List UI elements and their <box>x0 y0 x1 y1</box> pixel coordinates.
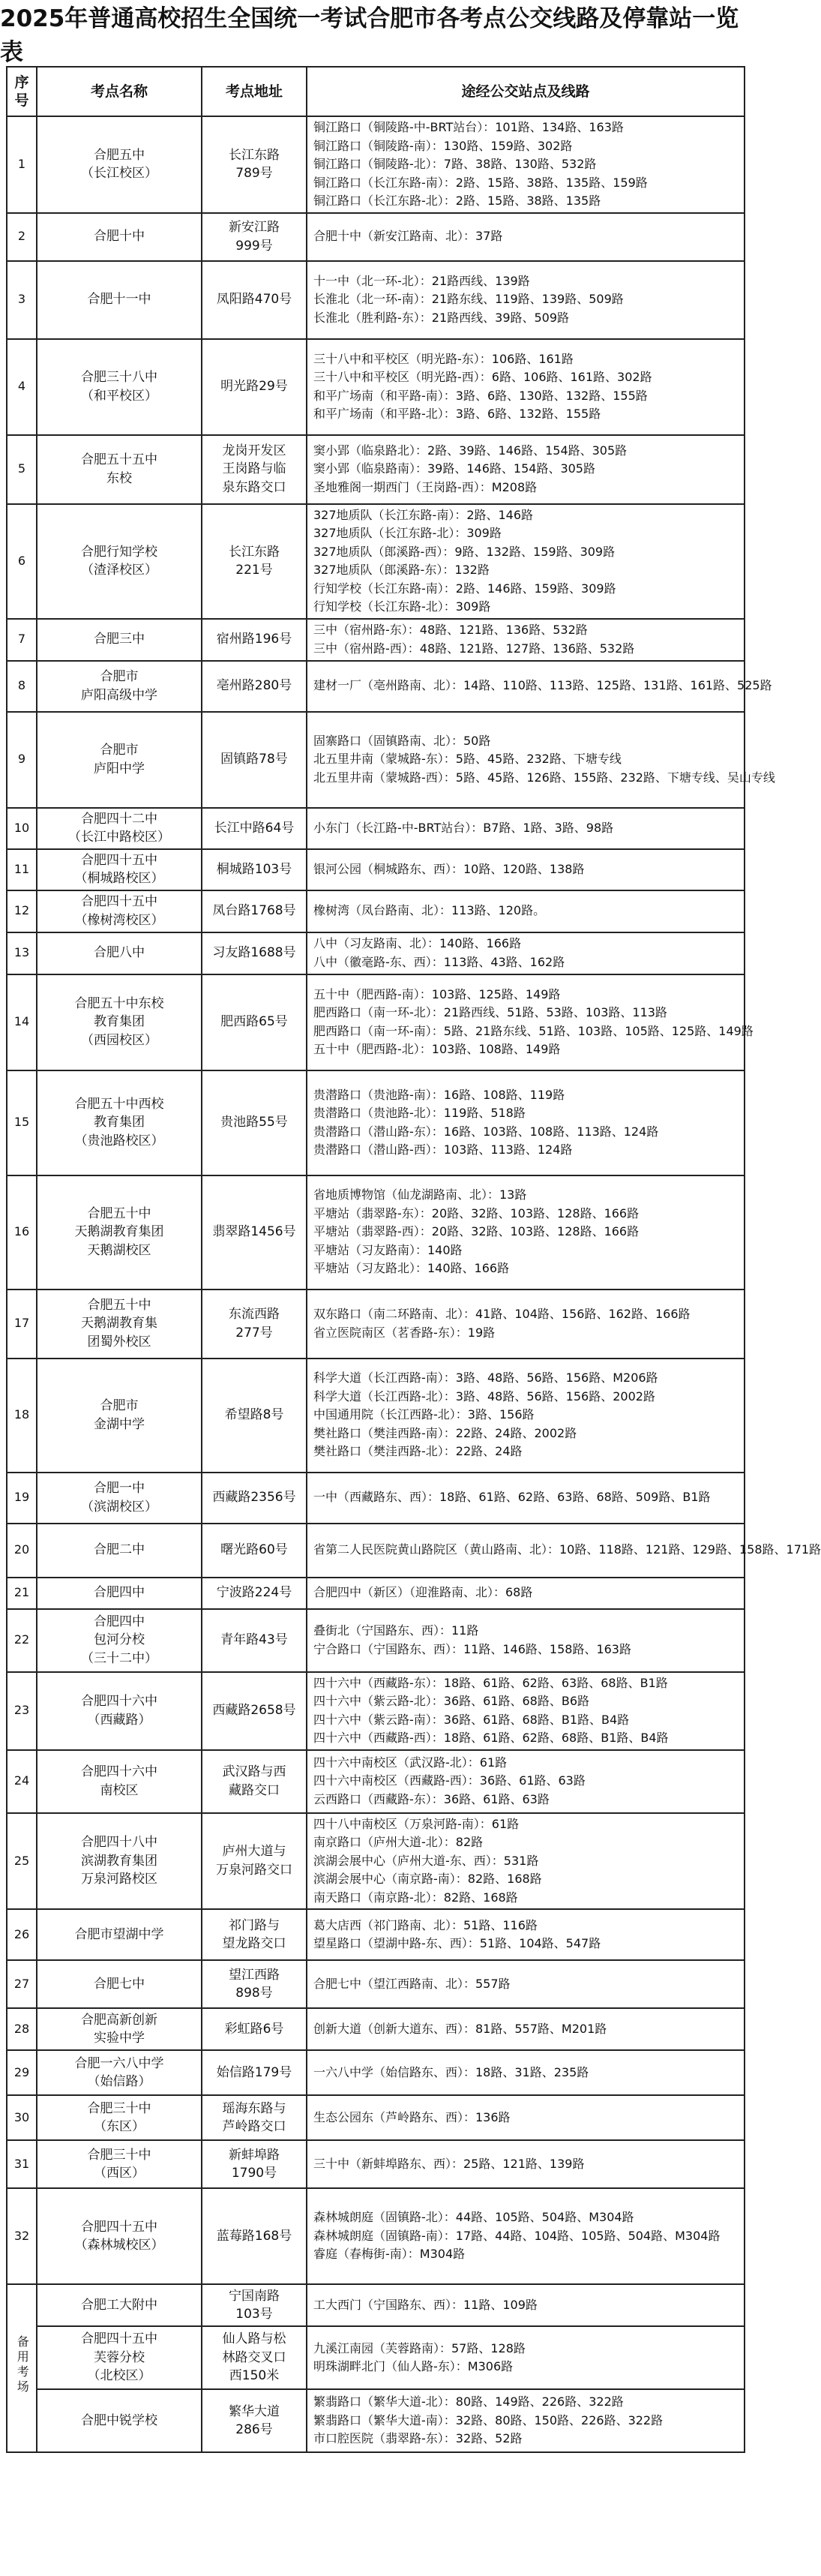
bus-routes <box>307 2389 745 2452</box>
row-number: 16 <box>7 1175 37 1290</box>
route-line: 银河公园（桐城路东、西）：10路、120路、138路 <box>313 861 585 876</box>
table-row <box>7 1813 745 1910</box>
bus-routes <box>307 1175 745 1290</box>
route-line: 北五里井南（蒙城路-东）：5路、45路、232路、下塘专线 <box>313 752 622 767</box>
route-line: 合肥四中（新区）（迎淮路南、北）：68路 <box>313 1585 533 1600</box>
bus-route-table <box>6 66 821 2453</box>
bus-routes <box>307 339 745 435</box>
venue-address: 庐州大道与 万泉河路交口 <box>202 1813 307 1910</box>
bus-routes <box>307 261 745 339</box>
table-row <box>7 1524 745 1578</box>
bus-routes <box>307 435 745 504</box>
venue-address: 东流西路 277号 <box>202 1290 307 1359</box>
venue-address: 新安江路 999号 <box>202 213 307 261</box>
route-line: 贵潜路口（贵池路-北）：119路、518路 <box>313 1106 526 1120</box>
route-line: 小东门（长江路-中-BRT站台）：B7路、1路、3路、98路 <box>313 820 614 835</box>
table-row <box>7 1750 745 1813</box>
venue-name: 合肥十一中 <box>37 261 202 339</box>
table-row <box>7 1960 745 2008</box>
row-number: 29 <box>7 2050 37 2095</box>
route-line: 八中（徽毫路-东、西）：113路、43路、162路 <box>313 954 565 969</box>
route-line: 四十八中南校区（万泉河路-南）：61路 <box>313 1816 520 1831</box>
venue-address: 仙人路与松 林路交叉口 西150米 <box>202 2326 307 2389</box>
row-number: 14 <box>7 974 37 1070</box>
route-line: 铜江路口（铜陵路-北）：7路、38路、130路、532路 <box>313 157 597 171</box>
route-line: 肥西路口（南一环-北）：21路西线、51路、53路、103路、113路 <box>313 1005 667 1019</box>
route-line: 睿庭（春梅街-南）：M304路 <box>313 2247 466 2262</box>
route-line: 肥西路口（南一环-南）：5路、21路东线、51路、103路、105路、125路、149路 <box>313 1023 754 1038</box>
row-number: 25 <box>7 1813 37 1910</box>
venue-address: 祁门路与 望龙路交口 <box>202 1909 307 1960</box>
route-line: 四十六中南校区（西藏路-西）：36路、61路、63路 <box>313 1773 586 1788</box>
route-line: 四十六中（紫云路-北）：36路、61路、68路、B6路 <box>313 1694 590 1708</box>
venue-address: 龙岗开发区 王岗路与临 泉东路交口 <box>202 435 307 504</box>
table-row <box>7 2389 745 2452</box>
route-line: 北五里井南（蒙城路-西）：5路、45路、126路、155路、232路、下塘专线、吴山专线 <box>313 770 775 785</box>
venue-address: 曙光路60号 <box>202 1524 307 1578</box>
venue-name: 合肥二中 <box>37 1524 202 1578</box>
table-header-row <box>7 67 745 116</box>
venue-name: 合肥中锐学校 <box>37 2389 202 2452</box>
table-row <box>7 849 745 890</box>
venue-address: 长江中路64号 <box>202 808 307 849</box>
bus-routes <box>307 2284 745 2326</box>
venue-name: 合肥市 庐阳中学 <box>37 712 202 808</box>
route-line: 叠街北（宁国路东、西）：11路 <box>313 1623 479 1638</box>
route-line: 铜江路口（铜陵路-南）：130路、159路、302路 <box>313 138 573 153</box>
venue-address: 西藏路2356号 <box>202 1473 307 1524</box>
venue-address: 武汉路与西 藏路交口 <box>202 1750 307 1813</box>
venue-name: 合肥四中 包河分校 （三十二中） <box>37 1609 202 1672</box>
venue-address: 新蚌埠路 1790号 <box>202 2140 307 2188</box>
route-line: 双东路口（南二环路南、北）：41路、104路、156路、162路、166路 <box>313 1307 691 1321</box>
header-addr: 考点地址 <box>202 67 307 116</box>
table-row <box>7 1672 745 1750</box>
route-line: 铜江路口（长江东路-北）：2路、15路、38路、135路 <box>313 194 601 208</box>
table-row <box>7 261 745 339</box>
route-line: 一中（西藏路东、西）：18路、61路、62路、63路、68路、509路、B1路 <box>313 1490 711 1505</box>
venue-address: 凤阳路470号 <box>202 261 307 339</box>
route-line: 省地质博物馆（仙龙湖路南、北）：13路 <box>313 1187 527 1202</box>
table-row <box>7 1578 745 1609</box>
venue-name: 合肥四十二中 （长江中路校区） <box>37 808 202 849</box>
route-line: 平塘站（习友路南）：140路 <box>313 1242 463 1257</box>
venue-name: 合肥十中 <box>37 213 202 261</box>
row-number: 3 <box>7 261 37 339</box>
route-line: 贵潜路口（潜山路-东）：16路、103路、108路、113路、124路 <box>313 1124 659 1139</box>
route-line: 葛大店西（祁门路南、北）：51路、116路 <box>313 1917 538 1932</box>
route-line: 繁翡路口（繁华大道-北）：80路、149路、226路、322路 <box>313 2394 624 2409</box>
row-number: 5 <box>7 435 37 504</box>
venue-name: 合肥八中 <box>37 932 202 974</box>
bus-routes <box>307 932 745 974</box>
route-line: 明珠湖畔北门（仙人路-东）：M306路 <box>313 2359 514 2373</box>
venue-address: 宁国南路 103号 <box>202 2284 307 2326</box>
table-row <box>7 974 745 1070</box>
table-row <box>7 1175 745 1290</box>
bus-routes <box>307 2140 745 2188</box>
venue-address: 亳州路280号 <box>202 661 307 712</box>
row-number: 17 <box>7 1290 37 1359</box>
route-line: 和平广场南（和平路-北）：3路、6路、132路、155路 <box>313 407 601 421</box>
route-line: 樊社路口（樊洼西路-南）：22路、24路、2002路 <box>313 1425 577 1440</box>
route-line: 合肥十中（新安江路南、北）：37路 <box>313 229 503 244</box>
route-line: 科学大道（长江西路-北）：3路、48路、56路、156路、2002路 <box>313 1389 655 1404</box>
route-line: 省第二人民医院黄山路院区（黄山路南、北）：10路、118路、121路、129路、158路、171路 <box>313 1542 821 1557</box>
table-row <box>7 213 745 261</box>
route-line: 生态公园东（芦岭路东、西）：136路 <box>313 2109 511 2124</box>
venue-name: 合肥四十五中 （桐城路校区） <box>37 849 202 890</box>
venue-name: 合肥五十五中 东校 <box>37 435 202 504</box>
bus-routes <box>307 1290 745 1359</box>
row-number: 27 <box>7 1960 37 2008</box>
row-number: 8 <box>7 661 37 712</box>
venue-name: 合肥七中 <box>37 1960 202 2008</box>
row-number: 32 <box>7 2188 37 2284</box>
table-row <box>7 1070 745 1175</box>
bus-routes <box>307 2188 745 2284</box>
bus-routes <box>307 1070 745 1175</box>
row-number: 22 <box>7 1609 37 1672</box>
venue-address: 希望路8号 <box>202 1359 307 1473</box>
route-line: 327地质队（长江东路-北）：309路 <box>313 526 502 540</box>
venue-address: 凤台路1768号 <box>202 890 307 932</box>
venue-name: 合肥五十中 天鹅湖教育集 团蜀外校区 <box>37 1290 202 1359</box>
route-line: 平塘站（翡翠路-西）：20路、32路、103路、128路、166路 <box>313 1224 640 1239</box>
venue-name: 合肥四十六中 南校区 <box>37 1750 202 1813</box>
venue-address: 西藏路2658号 <box>202 1672 307 1750</box>
header-name: 考点名称 <box>37 67 202 116</box>
bus-routes <box>307 890 745 932</box>
route-line: 三十八中和平校区（明光路-西）：6路、106路、161路、302路 <box>313 370 652 384</box>
route-line: 行知学校（长江东路-北）：309路 <box>313 599 491 614</box>
row-number: 10 <box>7 808 37 849</box>
venue-name: 合肥工大附中 <box>37 2284 202 2326</box>
bus-routes <box>307 2008 745 2050</box>
venue-name: 合肥一六八中学 （始信路） <box>37 2050 202 2095</box>
venue-name: 合肥四十五中 芙蓉分校 （北校区） <box>37 2326 202 2389</box>
route-line: 贵潜路口（潜山路-西）：103路、113路、124路 <box>313 1142 573 1157</box>
route-line: 森林城朗庭（固镇路-北）：44路、105路、504路、M304路 <box>313 2210 634 2225</box>
route-line: 建材一厂（亳州路南、北）：14路、110路、113路、125路、131路、161路、525路 <box>313 678 772 693</box>
bus-routes <box>307 504 745 619</box>
route-line: 一六八中学（始信路东、西）：18路、31路、235路 <box>313 2064 589 2079</box>
table-row <box>7 1359 745 1473</box>
route-line: 长淮北（胜利路-东）：21路西线、39路、509路 <box>313 310 570 325</box>
route-line: 327地质队（长江东路-南）：2路、146路 <box>313 507 534 522</box>
route-line: 九溪江南园（芙蓉路南）：57路、128路 <box>313 2340 526 2355</box>
venue-address: 固镇路78号 <box>202 712 307 808</box>
table-row <box>7 2188 745 2284</box>
row-number: 9 <box>7 712 37 808</box>
bus-routes <box>307 1473 745 1524</box>
route-line: 三中（宿州路-西）：48路、121路、127路、136路、532路 <box>313 641 635 656</box>
bus-routes <box>307 1960 745 2008</box>
venue-name: 合肥行知学校 （渣泽校区） <box>37 504 202 619</box>
row-number: 12 <box>7 890 37 932</box>
row-number: 7 <box>7 619 37 661</box>
route-line: 铜江路口（铜陵路-中-BRT站台）：101路、134路、163路 <box>313 120 624 134</box>
route-line: 四十六中（紫云路-南）：36路、61路、68路、B1路、B4路 <box>313 1712 630 1727</box>
bus-routes <box>307 849 745 890</box>
venue-name: 合肥三十八中 （和平校区） <box>37 339 202 435</box>
venue-name: 合肥五十中 天鹅湖教育集团 天鹅湖校区 <box>37 1175 202 1290</box>
table-row <box>7 890 745 932</box>
venue-address: 肥西路65号 <box>202 974 307 1070</box>
table-row <box>7 661 745 712</box>
route-line: 和平广场南（和平路-南）：3路、6路、130路、132路、155路 <box>313 388 648 403</box>
route-line: 三十中（新蚌埠路东、西）：25路、121路、139路 <box>313 2156 585 2171</box>
venue-name: 合肥一中 （滨湖校区） <box>37 1473 202 1524</box>
venue-name: 合肥五十中西校 教育集团 （贵池路校区） <box>37 1070 202 1175</box>
table-row <box>7 712 745 808</box>
table-row <box>7 808 745 849</box>
bus-routes <box>307 1813 745 1910</box>
route-line: 五十中（肥西路-北）：103路、108路、149路 <box>313 1042 561 1056</box>
bus-routes <box>307 1750 745 1813</box>
route-line: 长淮北（北一环-南）：21路东线、119路、139路、509路 <box>313 292 624 307</box>
table-row <box>7 2095 745 2140</box>
bus-routes <box>307 1672 745 1750</box>
route-line: 四十六中南校区（武汉路-北）：61路 <box>313 1755 508 1770</box>
row-number: 1 <box>7 116 37 213</box>
table-row <box>7 1290 745 1359</box>
route-line: 窦小郢（临泉路南）：39路、146路、154路、305路 <box>313 461 595 476</box>
row-number: 31 <box>7 2140 37 2188</box>
route-line: 橡树湾（凤台路南、北）：113路、120路。 <box>313 903 546 918</box>
route-line: 三中（宿州路-东）：48路、121路、136路、532路 <box>313 623 588 637</box>
bus-routes <box>307 661 772 712</box>
table-row <box>7 1909 745 1960</box>
route-line: 圣地雅阁一期西门（王岗路-西）：M208路 <box>313 479 538 494</box>
venue-name: 合肥高新创新 实验中学 <box>37 2008 202 2050</box>
venue-name: 合肥市望湖中学 <box>37 1909 202 1960</box>
venue-name: 合肥三十中 （西区） <box>37 2140 202 2188</box>
route-line: 三十八中和平校区（明光路-东）：106路、161路 <box>313 351 574 366</box>
venue-address: 明光路29号 <box>202 339 307 435</box>
venue-address: 宁波路224号 <box>202 1578 307 1609</box>
row-number: 23 <box>7 1672 37 1750</box>
bus-routes <box>307 116 745 213</box>
route-line: 四十六中（西藏路-东）：18路、61路、62路、63路、68路、B1路 <box>313 1675 668 1690</box>
route-line: 固寨路口（固镇路南、北）：50路 <box>313 733 491 748</box>
route-line: 中国通用院（长江西路-北）：3路、156路 <box>313 1407 535 1422</box>
venue-name: 合肥四十五中 （森林城校区） <box>37 2188 202 2284</box>
bus-routes <box>307 974 754 1070</box>
bus-routes <box>307 808 745 849</box>
venue-address: 习友路1688号 <box>202 932 307 974</box>
table-row <box>7 2326 745 2389</box>
venue-address: 始信路179号 <box>202 2050 307 2095</box>
bus-routes <box>307 213 745 261</box>
route-line: 平塘站（翡翠路-东）：20路、32路、103路、128路、166路 <box>313 1205 640 1220</box>
table-row <box>7 1473 745 1524</box>
table-row <box>7 339 745 435</box>
bus-routes <box>307 1359 745 1473</box>
row-number: 30 <box>7 2095 37 2140</box>
route-line: 创新大道（创新大道东、西）：81路、557路、M201路 <box>313 2021 607 2036</box>
route-line: 工大西门（宁国路东、西）：11路、109路 <box>313 2297 538 2312</box>
route-line: 合肥七中（望江西路南、北）：557路 <box>313 1976 511 1991</box>
table-row <box>7 932 745 974</box>
route-line: 贵潜路口（贵池路-南）：16路、108路、119路 <box>313 1087 565 1102</box>
page-title: 2025年普通高校招生全国统一考试合肥市各考点公交线路及停靠站一览表 <box>0 5 739 66</box>
row-number: 2 <box>7 213 37 261</box>
row-number: 4 <box>7 339 37 435</box>
route-line: 327地质队（郎溪路-东）：132路 <box>313 563 490 577</box>
table-row <box>7 2008 745 2050</box>
table-row <box>7 2284 745 2326</box>
header-routes: 途经公交站点及线路 <box>307 67 745 116</box>
venue-name: 合肥市 金湖中学 <box>37 1359 202 1473</box>
spare-venue-label: 备用考场 <box>7 2284 37 2452</box>
venue-name: 合肥四十五中 （橡树湾校区） <box>37 890 202 932</box>
venue-address: 长江东路 221号 <box>202 504 307 619</box>
venue-name: 合肥四十六中 （西藏路） <box>37 1672 202 1750</box>
bus-routes <box>307 2326 745 2389</box>
row-number: 26 <box>7 1909 37 1960</box>
venue-address: 彩虹路6号 <box>202 2008 307 2050</box>
route-line: 八中（习友路南、北）：140路、166路 <box>313 936 522 950</box>
route-line: 樊社路口（樊洼西路-北）：22路、24路 <box>313 1444 523 1459</box>
venue-name: 合肥五十中东校 教育集团 （西园校区） <box>37 974 202 1070</box>
route-line: 滨湖会展中心（庐州大道-东、西）：531路 <box>313 1853 539 1868</box>
route-line: 平塘站（习友路北）：140路、166路 <box>313 1261 510 1276</box>
venue-address: 蓝莓路168号 <box>202 2188 307 2284</box>
route-line: 327地质队（郎溪路-西）：9路、132路、159路、309路 <box>313 544 616 559</box>
bus-routes <box>307 1524 821 1578</box>
bus-routes <box>307 712 775 808</box>
route-line: 滨湖会展中心（南京路-南）：82路、168路 <box>313 1872 542 1886</box>
table-row <box>7 116 745 213</box>
row-number: 28 <box>7 2008 37 2050</box>
table-row <box>7 504 745 619</box>
table-row <box>7 2140 745 2188</box>
route-line: 十一中（北一环-北）：21路西线、139路 <box>313 273 530 288</box>
table-row <box>7 1609 745 1672</box>
route-line: 省立医院南区（茗香路-东）：19路 <box>313 1325 496 1340</box>
row-number: 24 <box>7 1750 37 1813</box>
venue-address: 繁华大道 286号 <box>202 2389 307 2452</box>
route-line: 四十六中（西藏路-西）：18路、61路、62路、68路、B1路、B4路 <box>313 1731 669 1745</box>
venue-name: 合肥四中 <box>37 1578 202 1609</box>
bus-routes <box>307 2050 745 2095</box>
table-row <box>7 619 745 661</box>
route-line: 窦小郢（临泉路北）：2路、39路、146路、154路、305路 <box>313 443 628 458</box>
route-line: 市口腔医院（翡翠路-东）：32路、52路 <box>313 2431 523 2446</box>
venue-address: 瑶海东路与 芦岭路交口 <box>202 2095 307 2140</box>
route-line: 行知学校（长江东路-南）：2路、146路、159路、309路 <box>313 581 616 596</box>
venue-name: 合肥五中 （长江校区） <box>37 116 202 213</box>
header-no: 序号 <box>7 67 37 116</box>
venue-address: 桐城路103号 <box>202 849 307 890</box>
table-row <box>7 2050 745 2095</box>
route-line: 森林城朗庭（固镇路-南）：17路、44路、104路、105路、504路、M304路 <box>313 2228 721 2243</box>
route-line: 科学大道（长江西路-南）：3路、48路、56路、156路、M206路 <box>313 1371 658 1386</box>
route-line: 南京路口（庐州大道-北）：82路 <box>313 1835 484 1849</box>
route-line: 繁翡路口（繁华大道-南）：32路、80路、150路、226路、322路 <box>313 2412 664 2427</box>
bus-routes <box>307 1609 745 1672</box>
table-row <box>7 435 745 504</box>
route-line: 五十中（肥西路-南）：103路、125路、149路 <box>313 986 561 1001</box>
bus-routes <box>307 2095 745 2140</box>
venue-address: 贵池路55号 <box>202 1070 307 1175</box>
venue-address: 青年路43号 <box>202 1609 307 1672</box>
venue-name: 合肥四十八中 滨湖教育集团 万泉河路校区 <box>37 1813 202 1910</box>
bus-routes <box>307 1909 745 1960</box>
venue-address: 望江西路 898号 <box>202 1960 307 2008</box>
row-number: 13 <box>7 932 37 974</box>
row-number: 19 <box>7 1473 37 1524</box>
table-body <box>7 116 821 2452</box>
venue-address: 长江东路 789号 <box>202 116 307 213</box>
venue-address: 翡翠路1456号 <box>202 1175 307 1290</box>
row-number: 6 <box>7 504 37 619</box>
row-number: 18 <box>7 1359 37 1473</box>
route-line: 望星路口（望湖中路-东、西）：51路、104路、547路 <box>313 1936 601 1950</box>
venue-address: 宿州路196号 <box>202 619 307 661</box>
venue-name: 合肥三十中 （东区） <box>37 2095 202 2140</box>
venue-name: 合肥三中 <box>37 619 202 661</box>
route-line: 宁合路口（宁国路东、西）：11路、146路、158路、163路 <box>313 1641 631 1656</box>
route-line: 铜江路口（长江东路-南）：2路、15路、38路、135路、159路 <box>313 175 648 190</box>
bus-routes <box>307 619 745 661</box>
route-line: 南天路口（南京路-北）：82路、168路 <box>313 1890 518 1905</box>
bus-routes <box>307 1578 745 1609</box>
row-number: 21 <box>7 1578 37 1609</box>
row-number: 15 <box>7 1070 37 1175</box>
row-number: 20 <box>7 1524 37 1578</box>
route-line: 云西路口（西藏路-东）：36路、61路、63路 <box>313 1791 550 1806</box>
venue-name: 合肥市 庐阳高级中学 <box>37 661 202 712</box>
row-number: 11 <box>7 849 37 890</box>
